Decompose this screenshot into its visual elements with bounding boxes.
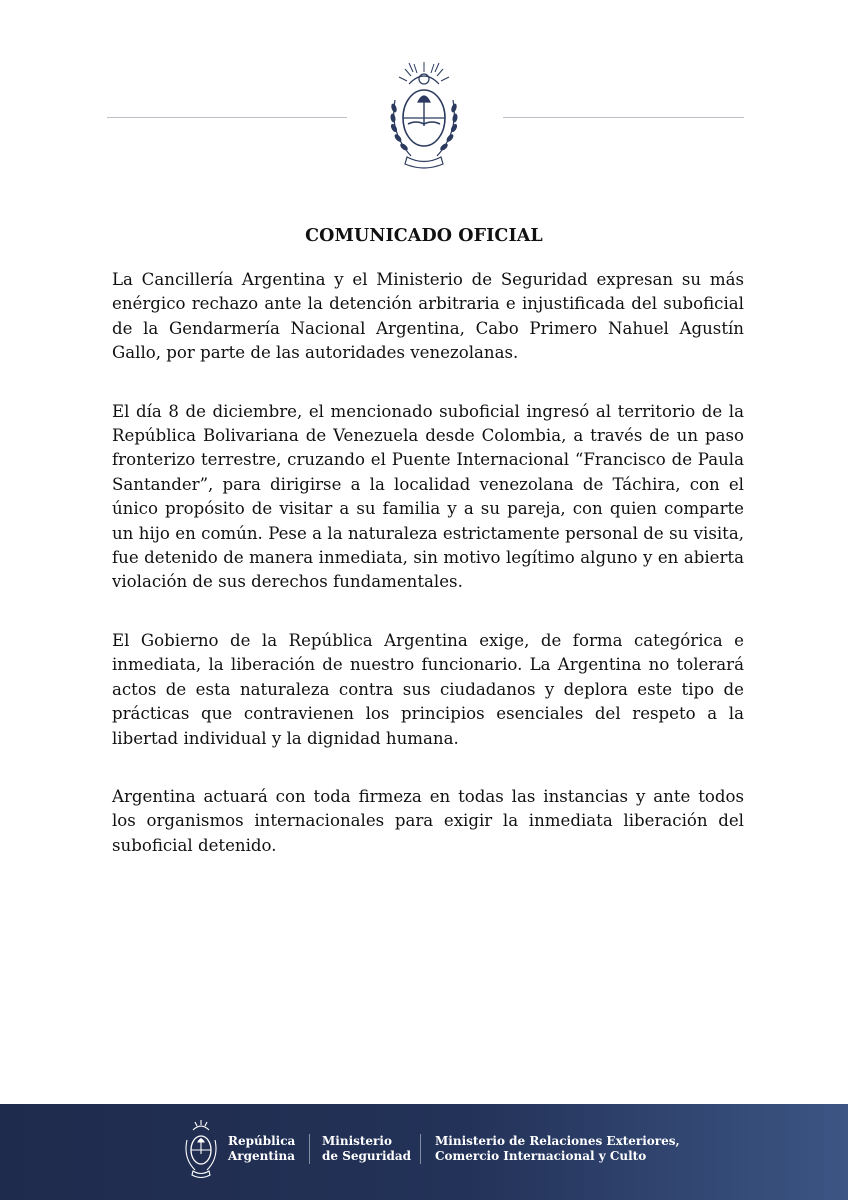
paragraph-3: El Gobierno de la República Argentina exige, de forma categórica e inmediata, la liberación de nuestro funcionario. La Argentina no tolerará actos de esta naturaleza contra sus ciudadanos y deplora este tipo de prácticas que contravienen los principios esenciales del respeto a la libertad individual y la dignidad humana.	[112, 630, 744, 748]
cancilleria-line-1: Ministerio de Relaciones Exteriores,	[435, 1134, 680, 1148]
argentine-coat-of-arms-icon	[181, 1118, 221, 1182]
seguridad-line-1: Ministerio	[322, 1134, 392, 1148]
paragraph-4: Argentina actuará con toda firmeza en todas las instancias y ante todos los organismos internacionales para exigir la inmediata liberación del suboficial detenido.	[112, 786, 744, 855]
page-title: COMUNICADO OFICIAL	[305, 226, 543, 246]
republica-line-2: Argentina	[228, 1149, 295, 1163]
footer-divider	[309, 1134, 310, 1164]
republica-line-1: República	[228, 1134, 296, 1148]
header-rule-right	[503, 117, 744, 118]
cancilleria-line-2: Comercio Internacional y Culto	[435, 1149, 647, 1163]
argentine-coat-of-arms-icon	[381, 60, 467, 175]
seguridad-line-2: de Seguridad	[322, 1149, 412, 1163]
ministerio-seguridad-label	[322, 1134, 411, 1164]
paragraph-2: El día 8 de diciembre, el mencionado suboficial ingresó al territorio de la República Bolivariana de Venezuela desde Colombia, a través de un paso fronterizo terrestre, cruzando el Puente Internacional “Francisco de Paula Santander”, para dirigirse a la localidad venezolana de Táchira, con el único propósito de visitar a su familia y a su pareja, con quien comparte un hijo en común. Pese a la naturaleza estrictamente personal de su visita, fue detenido de manera inmediata, sin motivo legítimo alguno y en abierta violación de sus derechos fundamentales.	[112, 401, 744, 592]
republica-argentina-label	[228, 1134, 295, 1164]
communique-body	[112, 268, 744, 858]
paragraph-1: La Cancillería Argentina y el Ministerio de Seguridad expresan su más enérgico rechazo ante la detención arbitraria e injustificada del suboficial de la Gendarmería Nacional Argentina, Cabo Primero Nahuel Agustín Gallo, por parte de las autoridades venezolanas.	[112, 270, 744, 363]
cancilleria-label	[435, 1134, 680, 1164]
footer-divider	[420, 1134, 421, 1164]
footer-band	[0, 1104, 848, 1200]
header-rule-left	[107, 117, 347, 118]
